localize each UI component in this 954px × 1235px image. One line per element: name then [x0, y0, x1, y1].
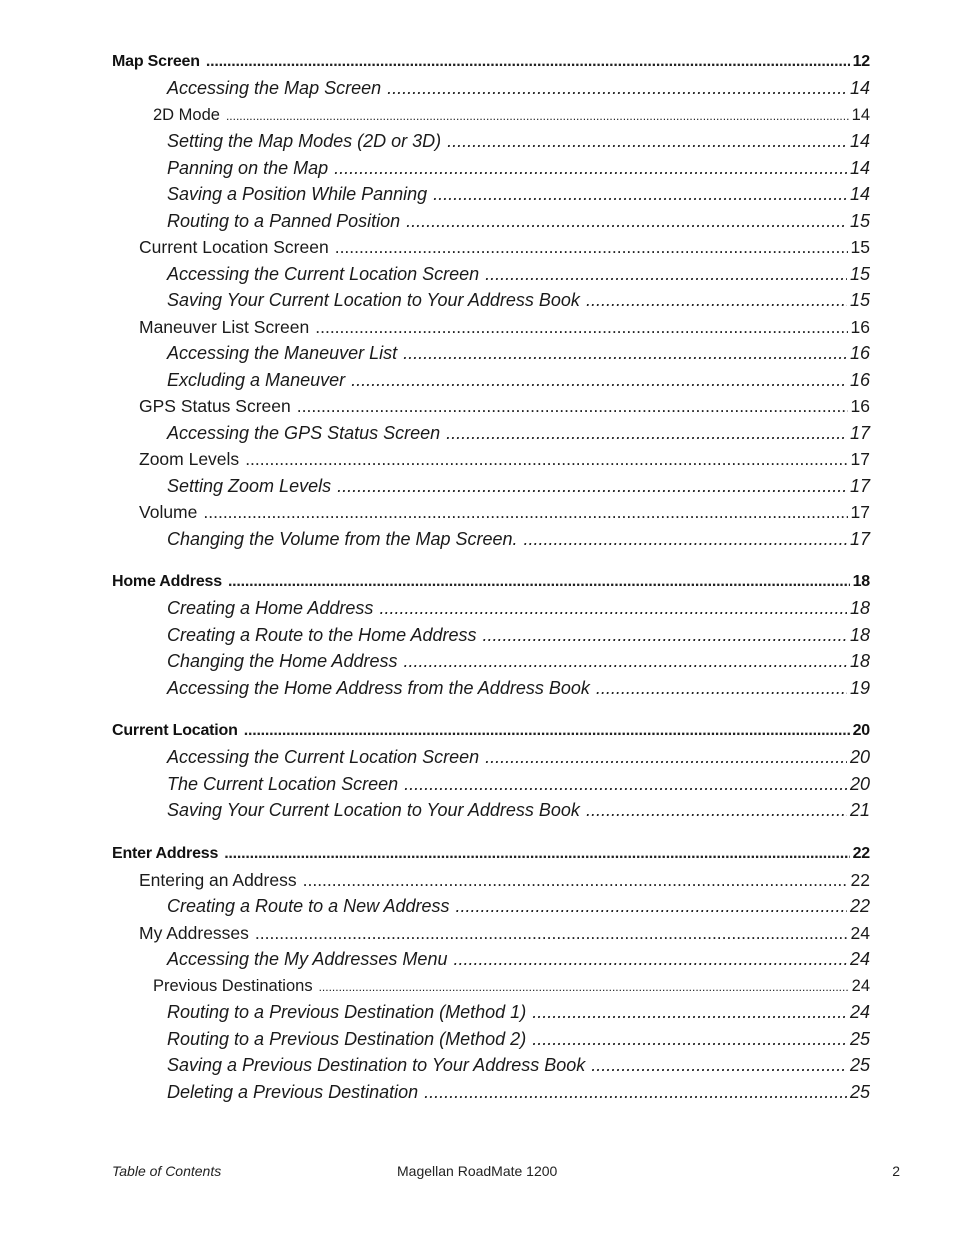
toc-entry-page-number: 16 [850, 396, 870, 416]
toc-entry-label: Volume [139, 502, 198, 522]
toc-entry-item[interactable] [112, 648, 870, 675]
toc-entry-sub[interactable] [112, 920, 870, 947]
toc-entry-page-number: 20 [849, 747, 870, 767]
toc-entry-label: Excluding a Maneuver [167, 369, 346, 390]
toc-entry-item[interactable] [112, 771, 870, 798]
toc-entry-page-number: 14 [849, 184, 870, 204]
dot-leader [532, 999, 847, 1026]
dot-leader [591, 1052, 847, 1079]
toc-entry-label: The Current Location Screen [167, 773, 399, 794]
toc-entry-item[interactable] [112, 595, 870, 622]
toc-entry-label: Accessing the Current Location Screen [167, 263, 480, 284]
dot-leader [379, 595, 847, 622]
dot-leader [447, 128, 847, 155]
toc-entry-page-number: 17 [849, 422, 870, 443]
toc-entry-page-number: 22 [852, 844, 870, 862]
toc-entry-page-number: 20 [849, 773, 870, 794]
dot-leader [387, 75, 847, 102]
footer-product-name: Magellan RoadMate 1200 [397, 1163, 558, 1179]
toc-entry-page-number: 25 [849, 1055, 870, 1075]
dot-leader [403, 340, 847, 367]
toc-entry-item[interactable] [112, 946, 870, 973]
toc-entry-label: Entering an Address [139, 869, 297, 890]
dot-leader [206, 49, 850, 75]
toc-entry-sub[interactable] [112, 499, 870, 526]
toc-entry-label: Setting Zoom Levels [167, 475, 332, 496]
toc-entry-label: Saving Your Current Location to Your Address Book [167, 290, 580, 310]
toc-entry-page-number: 18 [849, 598, 870, 618]
toc-entry-item[interactable] [112, 526, 870, 553]
toc-entry-section[interactable] [112, 569, 870, 595]
toc-entry-label: My Addresses [139, 922, 249, 943]
dot-leader [404, 771, 847, 798]
toc-entry-item[interactable] [112, 999, 870, 1026]
page-footer [112, 1163, 902, 1183]
dot-leader [524, 526, 847, 553]
dot-leader [245, 446, 847, 473]
dot-leader [586, 797, 847, 824]
toc-entry-sub[interactable] [112, 234, 870, 261]
toc-entry-item[interactable] [112, 128, 870, 155]
toc-entry-item[interactable] [112, 622, 870, 649]
dot-leader [335, 234, 848, 261]
dot-leader [485, 744, 847, 771]
toc-entry-label: Maneuver List Screen [139, 316, 310, 337]
toc-entry-label: Saving a Position While Panning [167, 184, 428, 204]
dot-leader [351, 367, 847, 394]
toc-entry-page-number: 14 [851, 105, 870, 124]
toc-entry-label: Accessing the Home Address from the Address Book [167, 677, 590, 698]
toc-entry-label: Accessing the Maneuver List [167, 343, 398, 363]
toc-entry-item[interactable] [112, 155, 870, 182]
toc-entry-label: Setting the Map Modes (2D or 3D) [167, 131, 442, 151]
footer-page-number: 2 [892, 1163, 900, 1179]
toc-entry-item[interactable] [112, 893, 870, 920]
toc-entry-label: Routing to a Previous Destination (Method 2) [167, 1028, 527, 1049]
toc-entry-label: Previous Destinations [153, 976, 313, 995]
toc-entry-label: Saving a Previous Destination to Your Address Book [167, 1055, 586, 1075]
toc-entry-item[interactable] [112, 75, 870, 102]
dot-leader [446, 420, 847, 447]
toc-entry-label: Deleting a Previous Destination [167, 1081, 419, 1102]
toc-entry-page-number: 14 [849, 157, 870, 178]
toc-entry-section[interactable] [112, 841, 870, 867]
toc-entry-item[interactable] [112, 420, 870, 447]
table-of-contents [112, 49, 870, 1105]
toc-entry-item[interactable] [112, 675, 870, 702]
toc-entry-page-number: 14 [849, 78, 870, 98]
toc-entry-page-number: 22 [849, 896, 870, 916]
dot-leader [596, 675, 847, 702]
toc-entry-page-number: 22 [850, 869, 870, 890]
toc-entry-page-number: 17 [850, 502, 870, 522]
toc-entry-label: Accessing the Map Screen [167, 78, 382, 98]
dot-leader [334, 155, 847, 182]
toc-entry-item[interactable] [112, 797, 870, 824]
dot-leader [532, 1026, 847, 1053]
dot-leader [337, 473, 847, 500]
toc-entry-page-number: 19 [849, 677, 870, 698]
dot-leader [403, 648, 847, 675]
toc-entry-label: GPS Status Screen [139, 396, 291, 416]
toc-entry-page-number: 15 [850, 237, 870, 257]
toc-entry-label: Accessing the My Addresses Menu [167, 949, 448, 969]
dot-leader [483, 622, 847, 649]
dot-leader [319, 974, 849, 1001]
toc-entry-item[interactable] [112, 367, 870, 394]
toc-entry-page-number: 24 [849, 1002, 870, 1022]
dot-leader [424, 1079, 847, 1106]
dot-leader [203, 499, 847, 526]
toc-entry-label: Creating a Home Address [167, 598, 374, 618]
toc-entry-label: Panning on the Map [167, 157, 329, 178]
toc-entry-page-number: 21 [849, 800, 870, 820]
toc-entry-label: Changing the Home Address [167, 651, 398, 671]
toc-entry-small[interactable] [112, 102, 870, 129]
toc-entry-page-number: 24 [849, 949, 870, 969]
toc-entry-sub[interactable] [112, 393, 870, 420]
toc-entry-label: Saving Your Current Location to Your Address Book [167, 800, 580, 820]
toc-entry-page-number: 17 [850, 449, 870, 469]
toc-entry-small[interactable] [112, 973, 870, 1000]
toc-entry-label: Creating a Route to a New Address [167, 896, 450, 916]
toc-entry-page-number: 18 [849, 651, 870, 671]
toc-entry-page-number: 15 [849, 210, 870, 231]
toc-entry-section[interactable] [112, 718, 870, 744]
toc-entry-page-number: 18 [852, 573, 870, 590]
dot-leader [303, 867, 848, 894]
toc-entry-page-number: 25 [849, 1028, 870, 1049]
toc-entry-item[interactable] [112, 744, 870, 771]
toc-entry-page-number: 14 [849, 131, 870, 151]
dot-leader [224, 841, 849, 867]
toc-entry-page-number: 12 [852, 53, 870, 70]
toc-entry-label: Routing to a Panned Position [167, 210, 401, 231]
toc-entry-item[interactable] [112, 1079, 870, 1106]
toc-entry-item[interactable] [112, 261, 870, 288]
toc-entry-label: Accessing the Current Location Screen [167, 747, 480, 767]
toc-entry-page-number: 17 [849, 475, 870, 496]
toc-entry-page-number: 16 [849, 369, 870, 390]
dot-leader [255, 920, 848, 947]
toc-entry-item[interactable] [112, 1052, 870, 1079]
toc-entry-item[interactable] [112, 287, 870, 314]
toc-entry-section[interactable] [112, 49, 870, 75]
dot-leader [455, 893, 846, 920]
dot-leader [433, 181, 847, 208]
toc-entry-item[interactable] [112, 473, 870, 500]
footer-section-title: Table of Contents [112, 1163, 222, 1179]
toc-entry-item[interactable] [112, 340, 870, 367]
dot-leader [228, 569, 850, 595]
toc-entry-label: Current Location [112, 722, 238, 739]
toc-entry-sub[interactable] [112, 867, 870, 894]
toc-entry-label: Zoom Levels [139, 449, 240, 469]
toc-entry-page-number: 20 [852, 722, 870, 739]
toc-entry-page-number: 16 [850, 316, 870, 337]
toc-entry-label: Changing the Volume from the Map Screen. [167, 528, 518, 549]
toc-entry-label: Accessing the GPS Status Screen [167, 422, 441, 443]
toc-entry-label: 2D Mode [153, 105, 220, 124]
dot-leader [244, 718, 850, 744]
dot-leader [586, 287, 847, 314]
toc-entry-sub[interactable] [112, 446, 870, 473]
toc-entry-page-number: 15 [849, 290, 870, 310]
toc-entry-item[interactable] [112, 208, 870, 235]
dot-leader [226, 103, 849, 130]
toc-entry-page-number: 24 [850, 922, 870, 943]
dot-leader [315, 314, 847, 341]
toc-entry-label: Current Location Screen [139, 237, 329, 257]
toc-entry-label: Home Address [112, 573, 222, 590]
dot-leader [485, 261, 847, 288]
toc-entry-page-number: 16 [849, 343, 870, 363]
toc-entry-sub[interactable] [112, 314, 870, 341]
toc-entry-label: Enter Address [112, 844, 219, 862]
toc-entry-page-number: 15 [849, 263, 870, 284]
dot-leader [453, 946, 847, 973]
toc-entry-page-number: 17 [849, 528, 870, 549]
toc-entry-item[interactable] [112, 1026, 870, 1053]
dot-leader [297, 393, 848, 420]
dot-leader [406, 208, 847, 235]
toc-entry-page-number: 18 [849, 624, 870, 645]
toc-entry-page-number: 25 [849, 1081, 870, 1102]
toc-entry-label: Creating a Route to the Home Address [167, 624, 477, 645]
toc-entry-label: Map Screen [112, 53, 200, 70]
toc-entry-label: Routing to a Previous Destination (Method 1) [167, 1002, 527, 1022]
toc-entry-item[interactable] [112, 181, 870, 208]
toc-entry-page-number: 24 [851, 976, 870, 995]
